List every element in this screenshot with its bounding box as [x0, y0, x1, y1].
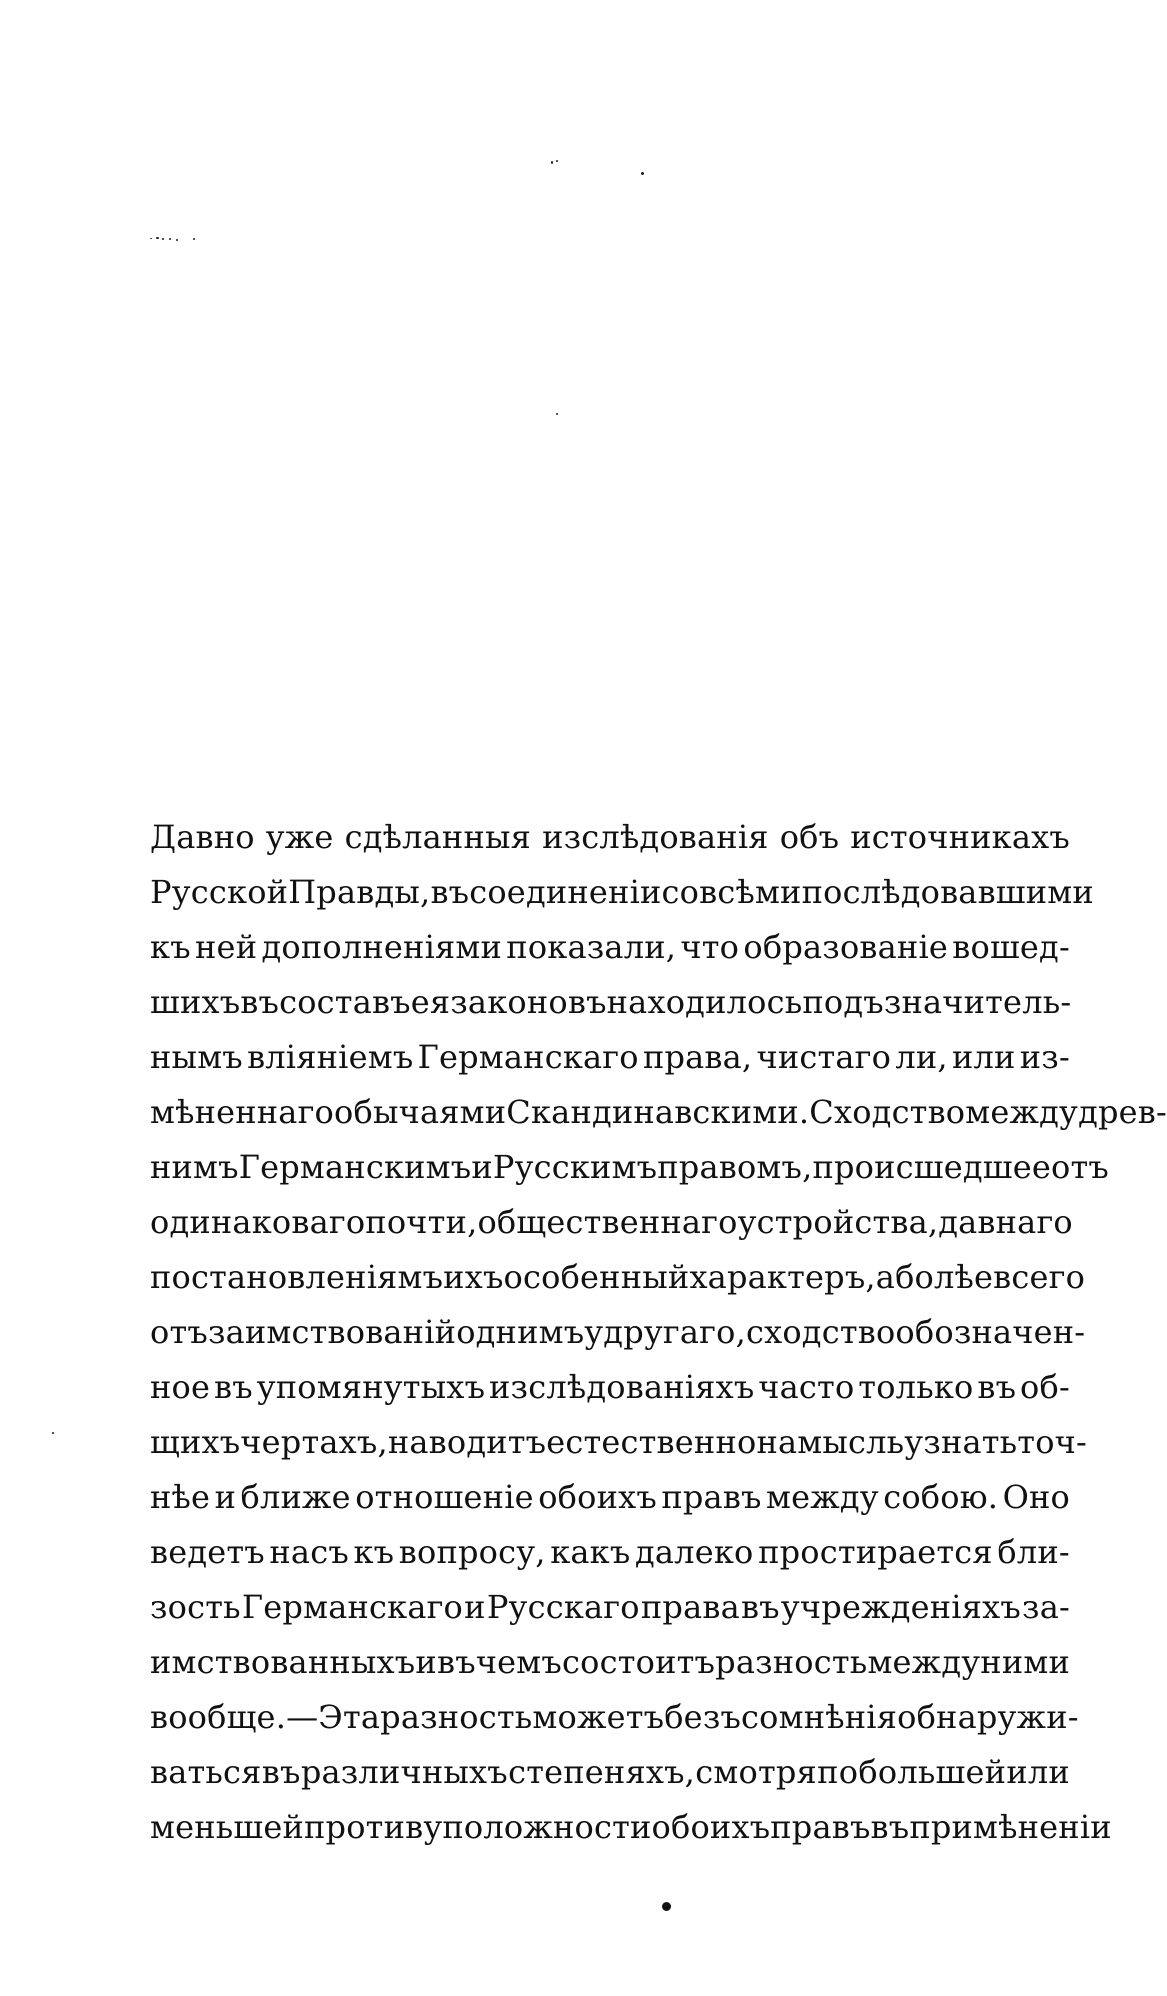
word: из- — [1019, 1038, 1070, 1076]
word: Русской — [150, 873, 289, 911]
word: между — [766, 1478, 879, 1516]
text-line — [150, 1580, 1070, 1635]
word: бли- — [997, 1533, 1070, 1571]
word: или — [951, 1038, 1016, 1076]
word: упомянутыхъ — [256, 1368, 486, 1406]
word: ное — [150, 1368, 211, 1406]
text-line — [150, 1745, 1070, 1800]
word: значитель- — [883, 983, 1072, 1021]
word: смотря — [695, 1753, 817, 1791]
word: обычаями — [334, 1093, 507, 1131]
scan-speck — [551, 161, 553, 164]
word: характеръ, — [689, 1258, 876, 1296]
word: различныхъ — [300, 1753, 508, 1791]
word: вошед- — [952, 928, 1070, 966]
scan-speck — [52, 1432, 54, 1434]
text-line — [150, 1800, 1112, 1855]
word: — — [286, 1698, 319, 1736]
word: древ- — [1078, 1093, 1167, 1131]
word: давнаго — [938, 1203, 1073, 1241]
text-line — [150, 1690, 1079, 1745]
word: меньшей — [150, 1808, 304, 1846]
word: ли, — [895, 1038, 948, 1076]
word: зость — [150, 1588, 241, 1626]
word: естественно — [546, 1423, 757, 1461]
word: соединеніи — [469, 873, 662, 911]
word: вліяніемъ — [247, 1038, 414, 1076]
word: мысль — [797, 1423, 905, 1461]
word: обоихъ — [538, 1478, 657, 1516]
text-line — [150, 1360, 1070, 1415]
word: изслѣдованія — [542, 818, 769, 856]
word: простирается — [758, 1533, 993, 1571]
word: нѣе — [150, 1478, 211, 1516]
word: между — [867, 1643, 981, 1681]
word: отъ — [1051, 1148, 1109, 1186]
word: права — [640, 1588, 740, 1626]
word: образованіе — [743, 928, 949, 966]
scan-speck — [176, 239, 178, 241]
scan-speck — [156, 237, 159, 239]
word: Германскимъ — [238, 1148, 472, 1186]
word: шихъ — [150, 983, 241, 1021]
word: можетъ — [532, 1698, 665, 1736]
word: объ — [779, 818, 840, 856]
word: большей — [858, 1753, 1007, 1791]
word: вообще. — [150, 1698, 287, 1736]
word: всѣми — [699, 873, 802, 911]
word: мѣненнаго — [150, 1093, 335, 1131]
word: узнать — [904, 1423, 1018, 1461]
scan-speck — [162, 238, 164, 240]
word: правъ — [661, 1478, 762, 1516]
word: правомъ, — [657, 1148, 813, 1186]
word: обоихъ — [651, 1808, 771, 1846]
word: Давно — [150, 818, 255, 856]
word: Германскаго — [241, 1588, 464, 1626]
word: часто — [758, 1368, 855, 1406]
text-line — [150, 1305, 1086, 1360]
word: щихъ — [150, 1423, 241, 1461]
word: отношеніе — [355, 1478, 534, 1516]
word: изслѣдованіяхъ — [489, 1368, 755, 1406]
word: точ- — [1017, 1423, 1088, 1461]
word: Русскимъ — [492, 1148, 658, 1186]
word: къ — [150, 928, 191, 966]
word: одинаковаго — [150, 1203, 366, 1241]
word: только — [858, 1368, 974, 1406]
word: права, — [642, 1038, 753, 1076]
word: особенный — [503, 1258, 690, 1296]
word: чистаго — [756, 1038, 892, 1076]
text-line — [150, 1030, 1070, 1085]
word: ихъ — [443, 1258, 504, 1296]
word: чертахъ, — [240, 1423, 388, 1461]
word: учрежденіяхъ — [780, 1588, 1021, 1626]
word: ними — [980, 1643, 1070, 1681]
word: происшедшее — [812, 1148, 1051, 1186]
word: общественнаго — [477, 1203, 738, 1241]
word: въ — [977, 1368, 1017, 1406]
word: послѣдовавшими — [801, 873, 1094, 911]
word: ваться — [150, 1753, 262, 1791]
word: Сходство — [809, 1093, 966, 1131]
word: наводитъ — [387, 1423, 547, 1461]
word: примѣненіи — [909, 1808, 1112, 1846]
word: къ — [353, 1533, 395, 1571]
text-line — [150, 1635, 1070, 1690]
scan-speck — [193, 238, 195, 240]
word: на — [756, 1423, 798, 1461]
text-line — [150, 1085, 1167, 1140]
word: Скандинавскими. — [506, 1093, 810, 1131]
text-line — [150, 865, 1094, 920]
word: и — [415, 1643, 437, 1681]
word: почти, — [365, 1203, 478, 1241]
word: въ — [870, 1808, 910, 1846]
word: степеняхъ, — [508, 1753, 696, 1791]
word: обнаружи- — [897, 1698, 1079, 1736]
word: ней — [195, 928, 258, 966]
word: противуположности — [304, 1808, 652, 1846]
word: Русскаго — [486, 1588, 640, 1626]
word: заимствованій — [207, 1313, 457, 1351]
word: собою. — [883, 1478, 999, 1516]
page-dot — [662, 1902, 671, 1911]
word: всего — [993, 1258, 1086, 1296]
word: у — [584, 1313, 604, 1351]
word: или — [1006, 1753, 1070, 1791]
word: правъ — [770, 1808, 871, 1846]
word: источникахъ — [850, 818, 1070, 856]
scan-speck — [150, 238, 152, 239]
word: Эта — [318, 1698, 381, 1736]
word: законовъ — [450, 983, 607, 1021]
word: отъ — [150, 1313, 208, 1351]
word: устройства, — [737, 1203, 939, 1241]
text-line — [150, 1140, 1109, 1195]
word: нимъ — [150, 1148, 239, 1186]
text-line — [150, 1525, 1070, 1580]
word: Правды, — [288, 873, 431, 911]
text-line — [150, 1470, 1070, 1525]
body-paragraph — [150, 810, 1167, 1855]
word: болѣе — [895, 1258, 994, 1296]
word: разность — [715, 1643, 868, 1681]
word: а — [875, 1258, 896, 1296]
word: сомнѣнія — [741, 1698, 898, 1736]
word: ближе — [240, 1478, 351, 1516]
word: что — [680, 928, 740, 966]
scan-speck — [641, 172, 644, 175]
word: имствованныхъ — [150, 1643, 416, 1681]
text-line — [150, 920, 1070, 975]
word: и — [214, 1478, 237, 1516]
word: со — [661, 873, 700, 911]
text-line — [150, 1195, 1073, 1250]
word: по — [817, 1753, 859, 1791]
word: находилось — [606, 983, 803, 1021]
word: составъ — [279, 983, 411, 1021]
word: ея — [410, 983, 451, 1021]
word: однимъ — [456, 1313, 585, 1351]
word: и — [471, 1148, 493, 1186]
word: и — [464, 1588, 486, 1626]
word: постановленіямъ — [150, 1258, 444, 1296]
word: об- — [1020, 1368, 1070, 1406]
word: въ — [430, 873, 470, 911]
word: въ — [214, 1368, 253, 1406]
word: Германскаго — [417, 1038, 639, 1076]
word: далеко — [635, 1533, 754, 1571]
word: нымъ — [150, 1038, 243, 1076]
word: между — [965, 1093, 1079, 1131]
word: какъ — [550, 1533, 631, 1571]
scan-speck — [556, 413, 558, 415]
word: за- — [1022, 1588, 1070, 1626]
word: уже — [265, 818, 334, 856]
word: показали, — [506, 928, 677, 966]
word: безъ — [664, 1698, 742, 1736]
word: насъ — [269, 1533, 349, 1571]
word: дополненіями — [261, 928, 503, 966]
word: въ — [240, 983, 280, 1021]
text-line — [150, 1250, 1086, 1305]
word: вопросу, — [398, 1533, 546, 1571]
word: подъ — [802, 983, 884, 1021]
word: разность — [380, 1698, 533, 1736]
scan-speck — [169, 238, 171, 240]
scan-speck — [556, 160, 558, 162]
word: чемъ — [475, 1643, 562, 1681]
word: сходство — [745, 1313, 896, 1351]
text-line — [150, 810, 1070, 865]
word: другаго, — [603, 1313, 746, 1351]
word: Оно — [1002, 1478, 1070, 1516]
word: сдѣланныя — [344, 818, 532, 856]
word: ведетъ — [150, 1533, 265, 1571]
word: состоитъ — [562, 1643, 716, 1681]
word: въ — [261, 1753, 301, 1791]
word: обозначен- — [895, 1313, 1086, 1351]
word: въ — [436, 1643, 476, 1681]
text-line — [150, 975, 1070, 1030]
word: въ — [740, 1588, 780, 1626]
text-line — [150, 1415, 1088, 1470]
